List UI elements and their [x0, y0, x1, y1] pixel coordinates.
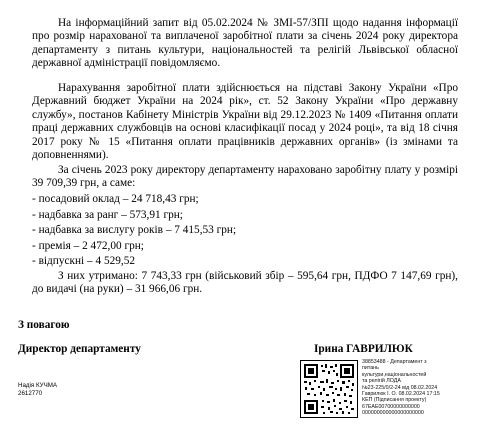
closing-regards: З повагою: [18, 319, 70, 331]
signature-line: №23-225/0/2-24 від 08.02.2024: [362, 384, 438, 391]
signature-line: та релігій ЛОДА: [362, 378, 401, 385]
signature-line: культури,національностей: [362, 371, 427, 378]
signature-line: 000000000000000000000: [362, 410, 424, 417]
signature-line: 38853488 - Департамент з: [362, 359, 427, 365]
salary-item-rank: - надбавка за ранг – 573,91 грн;: [32, 209, 183, 221]
digital-signature-stamp: [362, 359, 477, 417]
executor-phone: 2612770: [18, 390, 43, 397]
executor-name: Надія КУЧМА: [18, 382, 57, 389]
signature-line: КЕП (Підписання проекту): [362, 397, 427, 404]
salary-item-vacation: - відпускні – 4 529,52: [32, 255, 136, 267]
paragraph-request: На інформаційний запит від 05.02.2024 № ЗМІ-57/ЗПІ щодо надання інформації про розмір нарахованої та виплаченої заробітної плати за січень 2024 року директора департаменту з питань культури, національностей та релігій Львівської обласної державної адміністрації повідомляємо.: [32, 17, 458, 70]
signature-line: питань: [362, 365, 379, 372]
signer-position: Директор департаменту: [18, 343, 141, 355]
salary-item-base: - посадовий оклад – 24 718,43 грн;: [32, 193, 199, 205]
signature-line: 67EAE00700000000000: [362, 403, 420, 410]
qr-code-image: [301, 361, 357, 417]
signature-line: Гаврилюк І. О. 08.02.2024 17:15: [362, 391, 440, 398]
paragraph-deductions: З них утримано: 7 743,33 грн (військовий збір – 595,64 грн, ПДФО 7 147,69 грн), до видачі (на руки) – 31 966,06 грн.: [32, 270, 458, 296]
paragraph-salary-total: За січень 2023 року директору департаменту нараховано заробітну плату у розмірі 39 709,39 грн, а саме:: [32, 164, 458, 190]
salary-item-bonus: - премія – 2 472,00 грн;: [32, 240, 144, 252]
salary-item-seniority: - надбавка за вислугу років – 7 415,53 грн;: [32, 224, 237, 236]
paragraph-legal-basis: Нарахування заробітної плати здійснюється на підставі Закону України «Про Державний бюджет України на 2024 рік», ст. 52 Закону України «Про державну службу», постанов Кабінету Міністрів України від 29.12.2023 № 1409 «Питання оплати праці державних службовців на основі класифікації посад у 2024 році», та від 18 січня 2017 року № 15 «Питання оплати працівників державних органів» (із змінами та доповненнями).: [32, 82, 458, 162]
qr-code: [300, 360, 358, 418]
signer-name: Ірина ГАВРИЛЮК: [314, 343, 413, 355]
